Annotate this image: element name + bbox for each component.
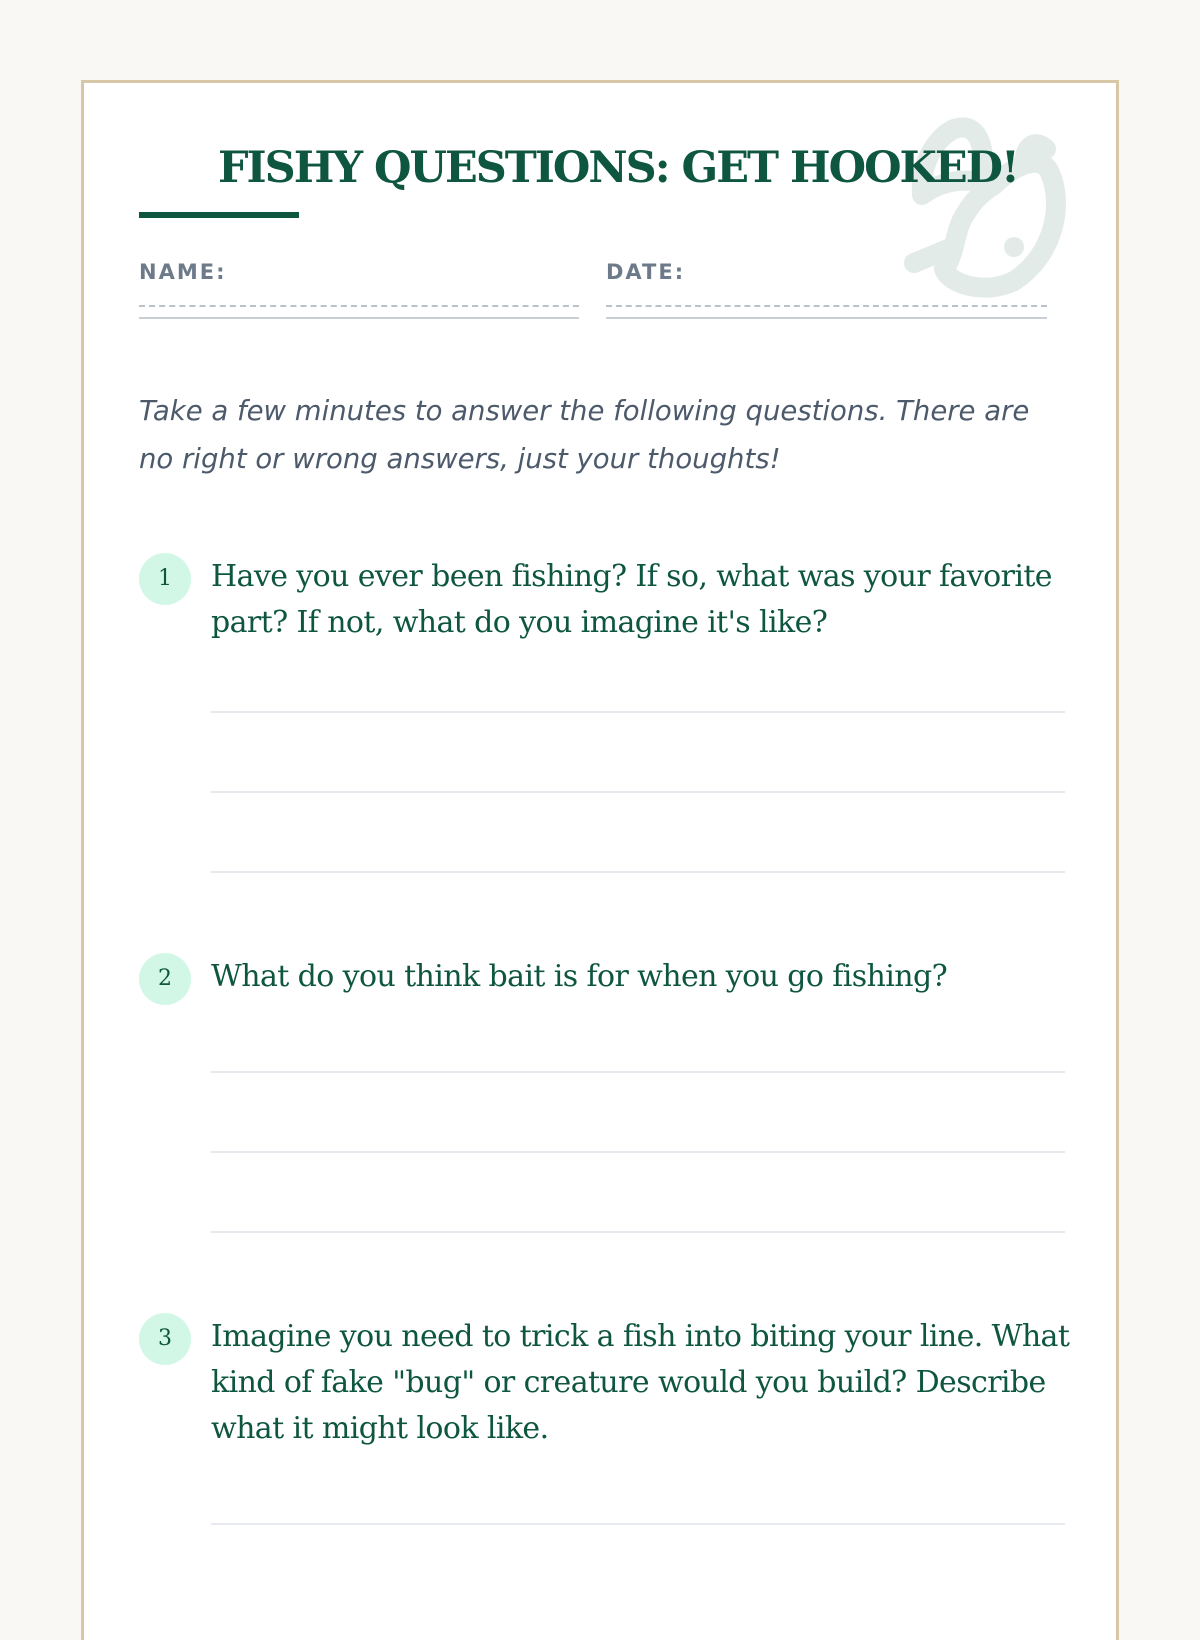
- name-field[interactable]: [139, 305, 579, 319]
- date-field[interactable]: [606, 305, 1047, 319]
- question-text: Imagine you need to trick a fish into biting your line. What kind of fake "bug" or creature would you build? Describe what it might look like.: [211, 1319, 1070, 1446]
- name-label: NAME:: [139, 260, 227, 284]
- answer-line[interactable]: [211, 871, 1065, 873]
- page-title: FISHY QUESTIONS: GET HOOKED!: [218, 143, 1018, 193]
- question-text: Have you ever been fishing? If so, what was your favorite part? If not, what do you imagine it's like?: [211, 559, 1052, 640]
- answer-line[interactable]: [211, 1071, 1065, 1073]
- question-number-badge: 3: [139, 1313, 191, 1365]
- answer-line[interactable]: [211, 791, 1065, 793]
- answer-line[interactable]: [211, 1523, 1065, 1525]
- question-number-badge: 2: [139, 953, 191, 1005]
- title-underline: [139, 212, 299, 218]
- question-text: What do you think bait is for when you go fishing?: [211, 959, 948, 994]
- worksheet-page: [81, 80, 1119, 1640]
- question-number-badge: 1: [139, 553, 191, 605]
- fish-icon: [874, 105, 1084, 305]
- date-label: DATE:: [606, 260, 686, 284]
- answer-line[interactable]: [211, 1231, 1065, 1233]
- answer-line[interactable]: [211, 711, 1065, 713]
- instructions-text: Take a few minutes to answer the following questions. There are no right or wrong answers, just your thoughts!: [139, 395, 1030, 475]
- answer-line[interactable]: [211, 1151, 1065, 1153]
